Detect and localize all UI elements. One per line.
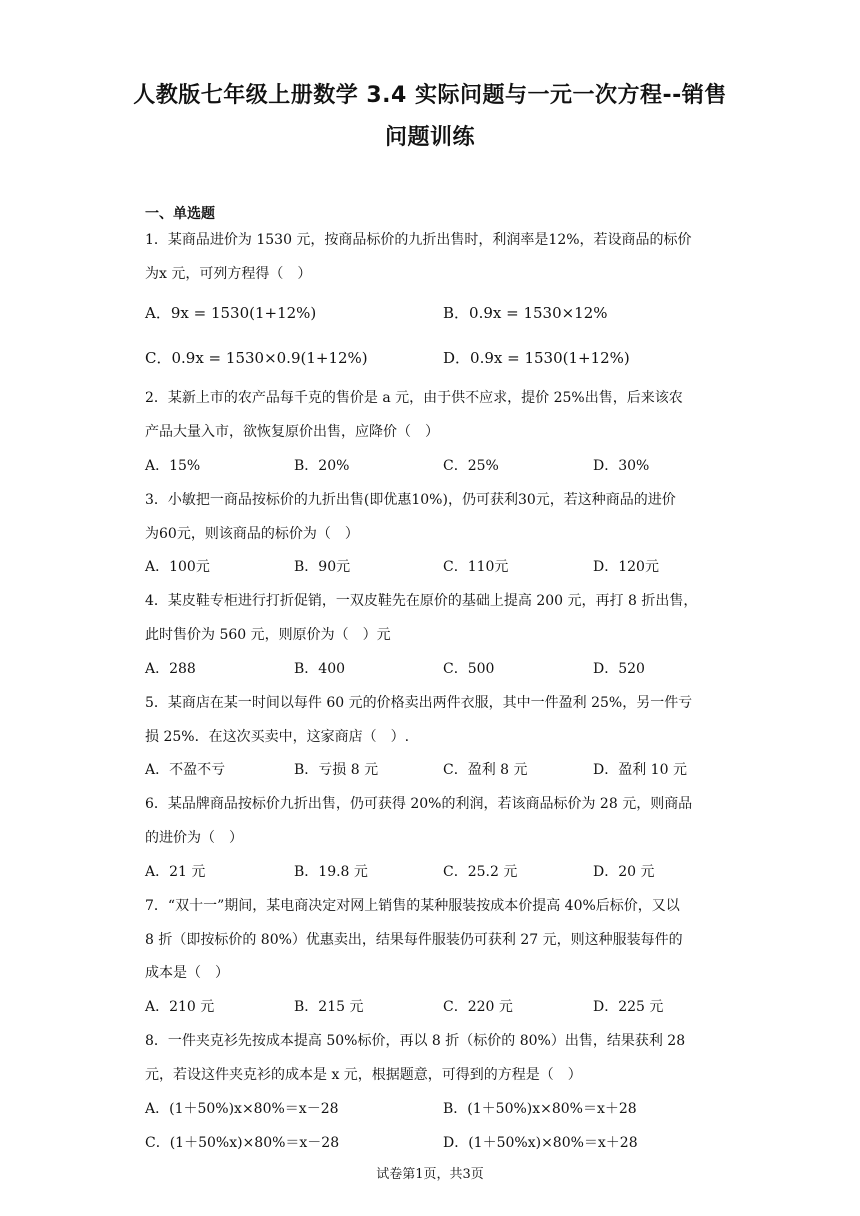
- question-6-option-d: D．20 元: [593, 864, 655, 880]
- section-heading: 一、单选题: [145, 206, 215, 222]
- question-7-line3: 成本是（ ）: [145, 965, 229, 981]
- question-5-option-a: A．不盈不亏: [145, 762, 226, 778]
- question-3-line2: 为60元，则该商品的标价为（ ）: [145, 526, 359, 542]
- question-7-line2: 8 折（即按标价的 80%）优惠卖出，结果每件服装仍可获利 27 元，则这种服装每件的: [145, 932, 683, 948]
- question-1-line2: 为x 元，可列方程得（ ）: [145, 266, 312, 282]
- question-2-line2: 产品大量入市，欲恢复原价出售，应降价（ ）: [145, 424, 439, 440]
- question-1-option-d: D．0.9x = 1530(1+12%): [443, 349, 630, 367]
- question-6-line2: 的进价为（ ）: [145, 830, 243, 846]
- question-8-option-c: C．(1＋50%x)×80%＝x－28: [145, 1135, 340, 1151]
- question-6-line1: 6．某品牌商品按标价九折出售，仍可获得 20%的利润，若该商品标价为 28 元，则商品: [145, 796, 693, 812]
- question-4-option-c: C．500: [443, 661, 495, 677]
- question-3-option-a: A．100元: [145, 559, 210, 575]
- question-7-line1: 7．“双十一”期间，某电商决定对网上销售的某种服装按成本价提高 40%后标价，又以: [145, 898, 680, 914]
- question-1-line1: 1．某商品进价为 1530 元，按商品标价的九折出售时，利润率是12%，若设商品的标价: [145, 232, 692, 248]
- question-2-option-a: A．15%: [145, 458, 201, 474]
- question-2-line1: 2．某新上市的农产品每千克的售价是 a 元，由于供不应求，提价 25%出售，后来该农: [145, 390, 683, 406]
- question-7-option-c: C．220 元: [443, 999, 513, 1015]
- question-1-option-a: A．9x = 1530(1+12%): [145, 304, 317, 322]
- question-6-option-a: A．21 元: [145, 864, 206, 880]
- question-1-option-b: B．0.9x = 1530×12%: [443, 304, 608, 322]
- page-footer: 试卷第1页，共3页: [376, 1167, 484, 1182]
- question-8-option-b: B．(1＋50%)x×80%＝x＋28: [443, 1101, 637, 1117]
- question-2-option-d: D．30%: [593, 458, 650, 474]
- question-4-option-a: A．288: [145, 661, 196, 677]
- question-7-option-b: B．215 元: [294, 999, 364, 1015]
- page-title-line1: 人教版七年级上册数学 3.4 实际问题与一元一次方程--销售: [133, 83, 727, 108]
- question-4-line1: 4．某皮鞋专柜进行打折促销，一双皮鞋先在原价的基础上提高 200 元，再打 8 折出售，: [145, 593, 698, 609]
- question-5-option-b: B．亏损 8 元: [294, 762, 379, 778]
- question-5-line2: 损 25%．在这次买卖中，这家商店（ ）.: [145, 729, 410, 745]
- question-8-line2: 元，若设这件夹克衫的成本是 x 元，根据题意，可得到的方程是（ ）: [145, 1067, 582, 1083]
- question-3-line1: 3．小敏把一商品按标价的九折出售(即优惠10%)，仍可获利30元，若这种商品的进价: [145, 492, 676, 508]
- question-6-option-b: B．19.8 元: [294, 864, 368, 880]
- page-title-line2: 问题训练: [384, 125, 475, 150]
- question-3-option-b: B．90元: [294, 559, 351, 575]
- question-2-option-b: B．20%: [294, 458, 350, 474]
- question-3-option-d: D．120元: [593, 559, 659, 575]
- question-5-option-d: D．盈利 10 元: [593, 762, 687, 778]
- question-6-option-c: C．25.2 元: [443, 864, 518, 880]
- question-5-line1: 5．某商店在某一时间以每件 60 元的价格卖出两件衣服，其中一件盈利 25%，另一件亏: [145, 695, 693, 711]
- question-4-option-b: B．400: [294, 661, 346, 677]
- question-8-line1: 8．一件夹克衫先按成本提高 50%标价，再以 8 折（标价的 80%）出售，结果获利 28: [145, 1033, 686, 1049]
- question-8-option-d: D．(1＋50%x)×80%＝x＋28: [443, 1135, 638, 1151]
- question-8-option-a: A．(1＋50%)x×80%＝x－28: [145, 1101, 339, 1117]
- question-1-option-c: C．0.9x = 1530×0.9(1+12%): [145, 349, 368, 367]
- question-4-line2: 此时售价为 560 元，则原价为（ ）元: [145, 627, 391, 643]
- question-5-option-c: C．盈利 8 元: [443, 762, 528, 778]
- question-4-option-d: D．520: [593, 661, 645, 677]
- question-3-option-c: C．110元: [443, 559, 509, 575]
- question-7-option-d: D．225 元: [593, 999, 664, 1015]
- question-2-option-c: C．25%: [443, 458, 499, 474]
- question-7-option-a: A．210 元: [145, 999, 215, 1015]
